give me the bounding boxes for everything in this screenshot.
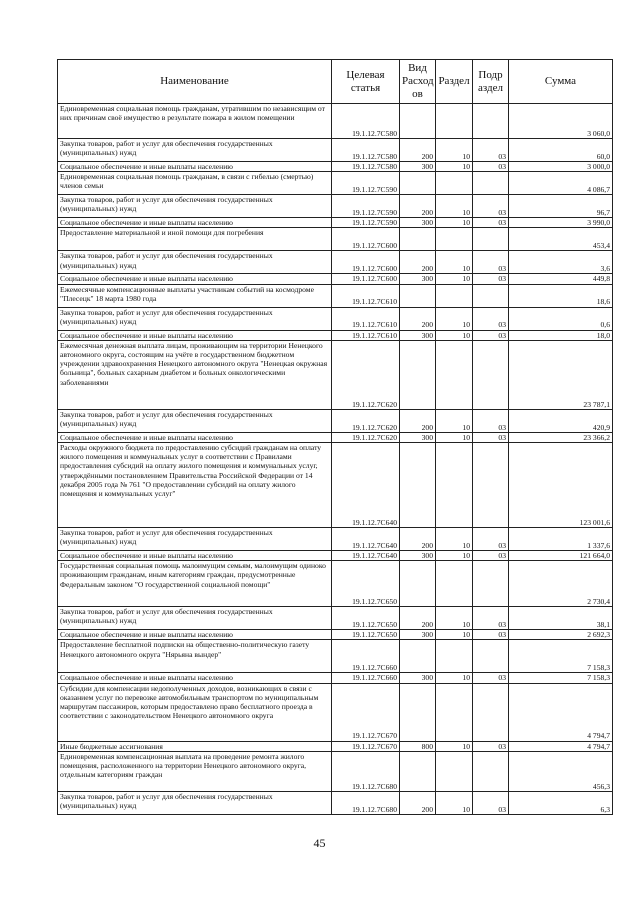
cell-amount: 23 787,1 — [509, 340, 613, 409]
cell-name — [58, 751, 332, 791]
cell-name — [58, 741, 332, 751]
cell-name — [58, 274, 332, 284]
cell-code: 19.1.12.7С600 — [332, 274, 400, 284]
cell-section: 10 — [436, 607, 473, 630]
row-label: Закупка товаров, работ и услуг для обеспечения государственных (муниципальных) нужд — [60, 307, 273, 326]
cell-amount: 4 794,7 — [509, 741, 613, 751]
cell-code: 19.1.12.7С640 — [332, 443, 400, 528]
cell-type: 300 — [400, 274, 436, 284]
cell-code: 19.1.12.7С610 — [332, 330, 400, 340]
cell-section: 10 — [436, 741, 473, 751]
table-row — [58, 251, 613, 274]
row-label: Социальное обеспечение и иные выплаты населению — [60, 162, 233, 171]
cell-section — [436, 340, 473, 409]
table-row — [58, 340, 613, 409]
row-label: Закупка товаров, работ и услуг для обеспечения государственных (муниципальных) нужд — [60, 791, 273, 811]
cell-subsection: 03 — [473, 673, 509, 683]
cell-amount: 18,6 — [509, 284, 613, 307]
cell-type — [400, 561, 436, 607]
table-row — [58, 409, 613, 432]
table-row — [58, 561, 613, 607]
cell-subsection — [473, 228, 509, 251]
cell-type — [400, 443, 436, 528]
row-label: Социальное обеспечение и иные выплаты населению — [60, 673, 233, 683]
cell-amount: 1 337,6 — [509, 528, 613, 551]
cell-amount: 420,9 — [509, 409, 613, 432]
cell-name — [58, 791, 332, 814]
row-label: Закупка товаров, работ и услуг для обеспечения государственных (муниципальных) нужд — [60, 195, 273, 214]
table-row — [58, 228, 613, 251]
cell-subsection — [473, 340, 509, 409]
cell-type: 200 — [400, 791, 436, 814]
cell-type — [400, 640, 436, 673]
cell-name — [58, 330, 332, 340]
cell-type: 800 — [400, 741, 436, 751]
cell-type — [400, 284, 436, 307]
row-label: Единовременная компенсационная выплата на проведение ремонта жилого помещения, расположенного на территории Ненецкого автономного округа, отдельным категориям граждан — [60, 751, 307, 780]
cell-subsection: 03 — [473, 528, 509, 551]
table-row — [58, 630, 613, 640]
page-number: 45 — [313, 836, 326, 850]
cell-subsection: 03 — [473, 630, 509, 640]
budget-table — [57, 59, 613, 815]
cell-type — [400, 228, 436, 251]
row-label: Закупка товаров, работ и услуг для обеспечения государственных (муниципальных) нужд — [60, 251, 273, 270]
row-label: Социальное обеспечение и иные выплаты населению — [60, 551, 233, 561]
cell-name — [58, 561, 332, 607]
cell-type: 200 — [400, 528, 436, 551]
cell-name — [58, 673, 332, 683]
cell-name — [58, 630, 332, 640]
table-row — [58, 330, 613, 340]
cell-amount: 96,7 — [509, 195, 613, 218]
cell-amount: 2 692,3 — [509, 630, 613, 640]
table-row — [58, 551, 613, 561]
cell-section: 10 — [436, 432, 473, 442]
cell-subsection — [473, 172, 509, 195]
cell-subsection: 03 — [473, 607, 509, 630]
cell-code: 19.1.12.7С580 — [332, 162, 400, 172]
cell-section: 10 — [436, 528, 473, 551]
cell-type: 200 — [400, 139, 436, 162]
cell-amount: 456,3 — [509, 751, 613, 791]
cell-type: 300 — [400, 432, 436, 442]
table-row — [58, 104, 613, 139]
cell-name — [58, 443, 332, 528]
cell-code: 19.1.12.7С680 — [332, 791, 400, 814]
table-row — [58, 195, 613, 218]
cell-amount: 3 000,0 — [509, 162, 613, 172]
cell-section — [436, 561, 473, 607]
cell-type: 300 — [400, 218, 436, 228]
cell-name — [58, 432, 332, 442]
row-label: Социальное обеспечение и иные выплаты населению — [60, 274, 233, 284]
cell-type — [400, 340, 436, 409]
row-label: Социальное обеспечение и иные выплаты населению — [60, 330, 233, 340]
cell-name — [58, 340, 332, 409]
cell-subsection — [473, 443, 509, 528]
cell-name — [58, 195, 332, 218]
table-row — [58, 139, 613, 162]
cell-name — [58, 307, 332, 330]
cell-amount: 4 794,7 — [509, 683, 613, 741]
table-row — [58, 791, 613, 814]
cell-section: 10 — [436, 139, 473, 162]
cell-code: 19.1.12.7С620 — [332, 409, 400, 432]
row-label: Расходы окружного бюджета по предоставлению субсидий гражданам на оплату жилого помещения и коммунальных услуг в соответствии с Правилами предоставления субсидий на оплату жилого помещения и коммунальных услуг, утверждёнными постановлением Правительства Российской Федерации от 14 декабря 2005 года № 761 "О предоставлении субсидий на оплату жилого помещения и коммунальных услуг" — [60, 443, 322, 499]
cell-name — [58, 409, 332, 432]
cell-section: 10 — [436, 409, 473, 432]
cell-code: 19.1.12.7С660 — [332, 673, 400, 683]
table-row — [58, 683, 613, 741]
cell-subsection — [473, 640, 509, 673]
cell-code: 19.1.12.7С590 — [332, 195, 400, 218]
cell-section: 10 — [436, 791, 473, 814]
cell-type: 300 — [400, 673, 436, 683]
cell-amount: 2 730,4 — [509, 561, 613, 607]
cell-subsection — [473, 561, 509, 607]
cell-section — [436, 284, 473, 307]
cell-section: 10 — [436, 218, 473, 228]
row-label: Ежемесячная денежная выплата лицам, проживающим на территории Ненецкого автономного округа, состоящим на учёте в государственном бюджетном учреждении здравоохранения Ненецкого автономного округа "Ненецкая окружная больница", больных сахарным диабетом и больных онкологическими заболеваниями — [60, 340, 328, 387]
row-label: Ежемесячные компенсационные выплаты участникам событий на космодроме "Плесецк" 18 марта 1980 года — [60, 284, 314, 303]
header-row — [58, 60, 613, 104]
cell-amount: 0,6 — [509, 307, 613, 330]
header-type: Вид Расход ов — [400, 60, 436, 104]
cell-name — [58, 162, 332, 172]
cell-name — [58, 104, 332, 139]
cell-code: 19.1.12.7С580 — [332, 139, 400, 162]
cell-subsection: 03 — [473, 274, 509, 284]
table-row — [58, 673, 613, 683]
cell-subsection — [473, 683, 509, 741]
cell-type — [400, 683, 436, 741]
cell-section — [436, 683, 473, 741]
cell-code: 19.1.12.7С640 — [332, 528, 400, 551]
cell-amount: 38,1 — [509, 607, 613, 630]
cell-section — [436, 751, 473, 791]
table-row — [58, 172, 613, 195]
cell-subsection — [473, 104, 509, 139]
cell-subsection: 03 — [473, 551, 509, 561]
cell-type: 200 — [400, 409, 436, 432]
cell-section: 10 — [436, 162, 473, 172]
row-label: Субсидии для компенсации недополученных доходов, возникающих в связи с оказанием услуг по перевозке автомобильным транспортом по муниципальным маршрутам пассажиров, которым предоставлено право бесплатного проезда в соответствии с законодательством Ненецкого автономного округа — [60, 683, 319, 721]
cell-subsection: 03 — [473, 195, 509, 218]
cell-subsection: 03 — [473, 218, 509, 228]
cell-name — [58, 528, 332, 551]
cell-code: 19.1.12.7С580 — [332, 104, 400, 139]
cell-amount: 6,3 — [509, 791, 613, 814]
row-label: Государственная социальная помощь малоимущим семьям, малоимущим одиноко проживающим гражданам, иным категориям граждан, предусмотренные Федеральным законом "О государственной социальной помощи" — [60, 561, 326, 589]
cell-amount: 449,8 — [509, 274, 613, 284]
cell-name — [58, 139, 332, 162]
cell-code: 19.1.12.7С600 — [332, 251, 400, 274]
cell-amount: 18,0 — [509, 330, 613, 340]
cell-subsection: 03 — [473, 139, 509, 162]
cell-subsection: 03 — [473, 307, 509, 330]
header-code: Целевая статья — [332, 60, 400, 104]
cell-code: 19.1.12.7С620 — [332, 340, 400, 409]
row-label: Единовременная социальная помощь гражданам, в связи с гибелью (смертью) членов семьи — [60, 172, 314, 191]
cell-amount: 60,0 — [509, 139, 613, 162]
cell-amount: 453,4 — [509, 228, 613, 251]
cell-amount: 3 060,0 — [509, 104, 613, 139]
cell-section — [436, 104, 473, 139]
header-amount: Сумма — [509, 60, 613, 104]
cell-type: 200 — [400, 195, 436, 218]
cell-amount: 123 001,6 — [509, 443, 613, 528]
cell-section: 10 — [436, 251, 473, 274]
cell-section — [436, 228, 473, 251]
cell-code: 19.1.12.7С650 — [332, 607, 400, 630]
cell-code: 19.1.12.7С610 — [332, 284, 400, 307]
cell-code: 19.1.12.7С590 — [332, 172, 400, 195]
cell-name — [58, 683, 332, 741]
row-label: Социальное обеспечение и иные выплаты населению — [60, 432, 233, 442]
cell-name — [58, 218, 332, 228]
row-label: Социальное обеспечение и иные выплаты населению — [60, 218, 233, 228]
cell-name — [58, 172, 332, 195]
cell-amount: 4 086,7 — [509, 172, 613, 195]
cell-section — [436, 172, 473, 195]
cell-code: 19.1.12.7С670 — [332, 741, 400, 751]
table-row — [58, 741, 613, 751]
cell-name — [58, 551, 332, 561]
cell-type — [400, 104, 436, 139]
cell-section: 10 — [436, 195, 473, 218]
cell-amount: 3 990,0 — [509, 218, 613, 228]
table-row — [58, 274, 613, 284]
cell-code: 19.1.12.7С650 — [332, 561, 400, 607]
row-label: Закупка товаров, работ и услуг для обеспечения государственных (муниципальных) нужд — [60, 607, 273, 626]
cell-code: 19.1.12.7С620 — [332, 432, 400, 442]
cell-code: 19.1.12.7С650 — [332, 630, 400, 640]
cell-subsection: 03 — [473, 432, 509, 442]
cell-subsection: 03 — [473, 330, 509, 340]
cell-subsection: 03 — [473, 162, 509, 172]
cell-code: 19.1.12.7С590 — [332, 218, 400, 228]
cell-amount: 121 664,0 — [509, 551, 613, 561]
header-name: Наименование — [58, 60, 332, 104]
cell-subsection: 03 — [473, 409, 509, 432]
cell-code: 19.1.12.7С600 — [332, 228, 400, 251]
header-subsection: Подр аздел — [473, 60, 509, 104]
cell-type — [400, 172, 436, 195]
cell-type: 200 — [400, 307, 436, 330]
row-label: Закупка товаров, работ и услуг для обеспечения государственных (муниципальных) нужд — [60, 139, 273, 158]
row-label: Иные бюджетные ассигнования — [60, 741, 163, 751]
cell-code: 19.1.12.7С660 — [332, 640, 400, 673]
table-row — [58, 284, 613, 307]
row-label: Закупка товаров, работ и услуг для обеспечения государственных (муниципальных) нужд — [60, 409, 273, 429]
cell-section: 10 — [436, 274, 473, 284]
cell-name — [58, 251, 332, 274]
cell-amount: 3,6 — [509, 251, 613, 274]
cell-amount: 7 158,3 — [509, 640, 613, 673]
row-label: Предоставление материальной и иной помощи для погребения — [60, 228, 264, 238]
cell-section: 10 — [436, 307, 473, 330]
cell-type — [400, 751, 436, 791]
cell-type: 300 — [400, 551, 436, 561]
header-section: Раздел — [436, 60, 473, 104]
cell-section: 10 — [436, 630, 473, 640]
cell-name — [58, 228, 332, 251]
cell-subsection: 03 — [473, 741, 509, 751]
table-row — [58, 307, 613, 330]
cell-subsection — [473, 284, 509, 307]
row-label: Предоставление бесплатной подписки на общественно-политическую газету Ненецкого автономного округа "Нярьяна вындер" — [60, 640, 310, 659]
cell-code: 19.1.12.7С610 — [332, 307, 400, 330]
cell-type: 200 — [400, 607, 436, 630]
cell-amount: 7 158,3 — [509, 673, 613, 683]
cell-name — [58, 640, 332, 673]
cell-section: 10 — [436, 673, 473, 683]
table-row — [58, 751, 613, 791]
table-row — [58, 607, 613, 630]
cell-subsection — [473, 751, 509, 791]
cell-type: 200 — [400, 251, 436, 274]
row-label: Социальное обеспечение и иные выплаты населению — [60, 630, 233, 640]
table-row — [58, 443, 613, 528]
cell-subsection: 03 — [473, 791, 509, 814]
row-label: Единовременная социальная помощь гражданам, утратившим по независящим от них причинам своё имущество в результате пожара в жилом помещении — [60, 104, 325, 123]
table-row — [58, 218, 613, 228]
cell-code: 19.1.12.7С640 — [332, 551, 400, 561]
cell-type: 300 — [400, 330, 436, 340]
table-row — [58, 432, 613, 442]
cell-type: 300 — [400, 630, 436, 640]
cell-subsection: 03 — [473, 251, 509, 274]
cell-code: 19.1.12.7С670 — [332, 683, 400, 741]
table-row — [58, 162, 613, 172]
cell-name — [58, 607, 332, 630]
cell-amount: 23 366,2 — [509, 432, 613, 442]
cell-code: 19.1.12.7С680 — [332, 751, 400, 791]
table-row — [58, 528, 613, 551]
cell-section — [436, 443, 473, 528]
cell-section — [436, 640, 473, 673]
table-row — [58, 640, 613, 673]
cell-section: 10 — [436, 330, 473, 340]
cell-name — [58, 284, 332, 307]
cell-section: 10 — [436, 551, 473, 561]
row-label: Закупка товаров, работ и услуг для обеспечения государственных (муниципальных) нужд — [60, 528, 273, 547]
cell-type: 300 — [400, 162, 436, 172]
